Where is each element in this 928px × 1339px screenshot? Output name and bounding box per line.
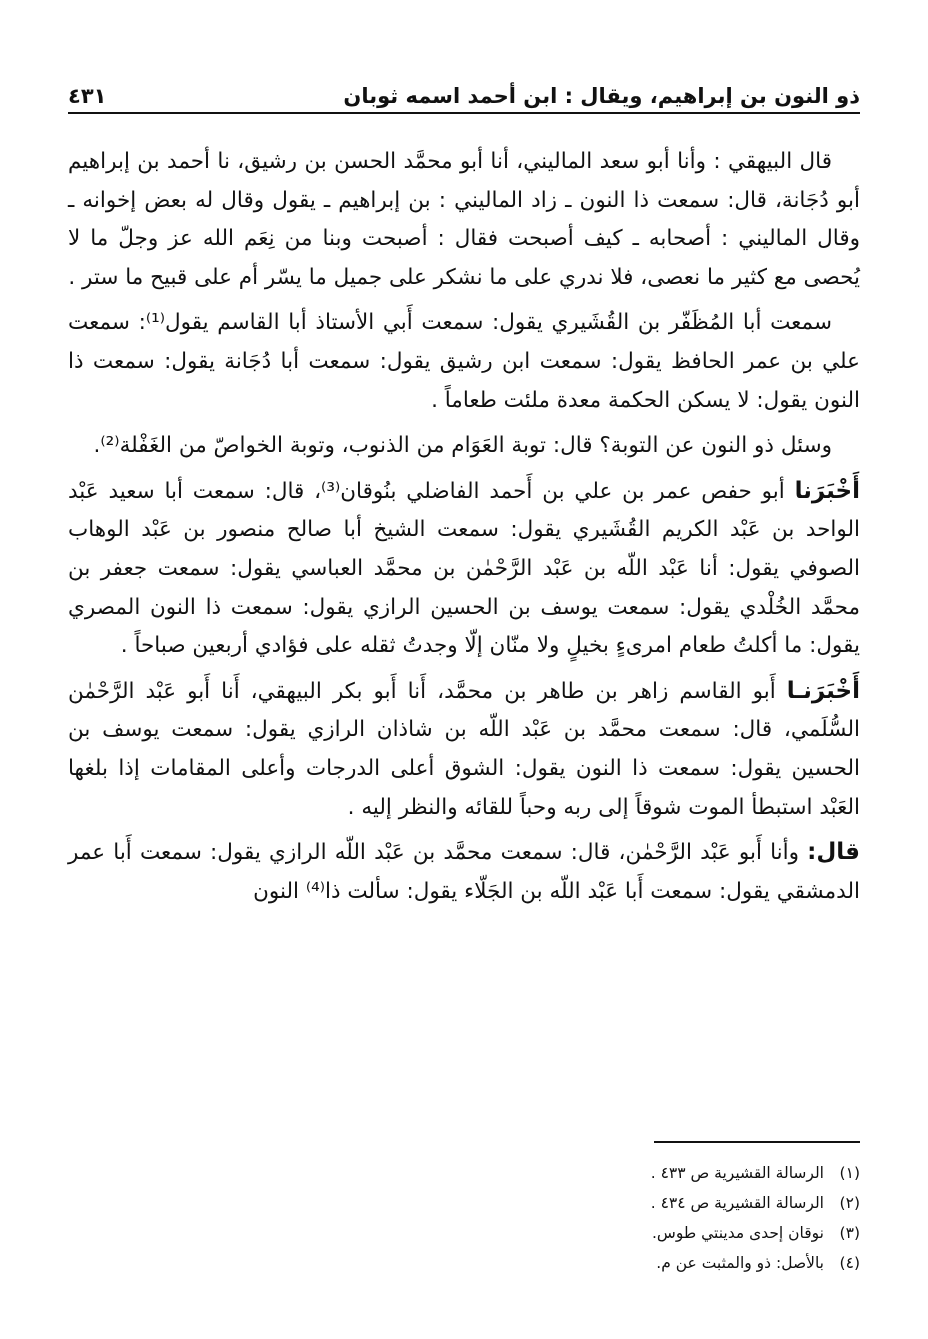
paragraph-text: وأنا أَبو عَبْد الرَّحْمٰن، قال: سمعت محمَّد بن عَبْد اللّه الرازي يقول: سمعت أَبا عمر الدمشقي يقول: سمعت أَبا عَبْد اللّه بن الجَلّاء يقول: سألت ذا⁽⁴⁾ النون <box>68 840 860 904</box>
footnote-number: (٤) <box>839 1254 860 1272</box>
paragraph-3 <box>68 426 860 466</box>
footnote-number: (٣) <box>839 1224 860 1242</box>
paragraph-6 <box>68 833 860 911</box>
footnote <box>300 1188 860 1218</box>
paragraph-2 <box>68 303 860 420</box>
footnote <box>300 1158 860 1188</box>
page-header <box>68 70 860 114</box>
paragraph-5 <box>68 672 860 827</box>
footnote-number: (١) <box>839 1164 860 1182</box>
footnotes <box>300 1158 860 1278</box>
paragraph-text: أَبو القاسم زاهر بن طاهر بن محمَّد، أَنا أَبو بكر البيهقي، أَنا أَبو عَبْد الرَّحْمٰن السُّلَمي، قال: سمعت محمَّد بن عَبْد اللّه بن شاذان الرازي يقول: سمعت يوسف بن الحسين يقول: سمعت ذا النون يقول: الشوق أعلى الدرجات وأعلى المقامات إذا بلغها العَبْد استبطأ الموت شوقاً إلى ربه وحباً للقائه والنظر إليه . <box>68 678 860 820</box>
footnote-number: (٢) <box>839 1194 860 1212</box>
footnote-separator <box>654 1141 860 1143</box>
footnote-text: نوقان إحدى مدينتي طوس. <box>652 1224 824 1242</box>
paragraph-lead: أَخْبَرَنـا <box>786 677 860 704</box>
footnote-text: الرسالة القشيرية ص ٤٣٤ . <box>650 1194 824 1212</box>
running-title: ذو النون بن إبراهيم، ويقال : ابن أحمد اسمه ثوبان <box>343 84 860 108</box>
paragraph-text: قال البيهقي : وأنا أبو سعد الماليني، أنا أبو محمَّد الحسن بن رشيق، نا أحمد بن إبراهيم أبو دُجَانة، قال: سمعت ذا النون ـ زاد الماليني : بن إبراهيم ـ يقول وقال له بعض إخوانه ـ وقال الماليني : أصحابه ـ كيف أصبحت فقال : أصبحت وبنا من نِعَم الله عز وجلّ ما لا يُحصى مع كثير ما نعصى، فلا ندري على ما نشكر على جميل ما يسّر أم على قبيح ما ستر . <box>68 149 860 290</box>
paragraph-4 <box>68 472 860 666</box>
paragraph-text: أبو حفص عمر بن علي بن أَحمد الفاضلي بنُوقان⁽³⁾، قال: سمعت أبا سعيد عَبْد الواحد بن عَبْد الكريم القُشَيري يقول: سمعت الشيخ أبا صالح منصور بن عَبْد الوهاب الصوفي يقول: أنا عَبْد اللّه بن عَبْد الرَّحْمٰن بن محمَّد العباسي يقول: سمعت جعفر بن محمَّد الخُلْدي يقول: سمعت يوسف بن الحسين الرازي يقول: سمعت ذا النون المصري يقول: ما أكلتُ طعام امرىءٍ بخيلٍ ولا منّان إلّا وجدتُ ثقله على فؤادي أربعين صباحاً . <box>68 478 860 659</box>
page-number: ٤٣١ <box>68 84 107 108</box>
paragraph-lead: أَخْبَرَنا <box>794 477 860 504</box>
footnote <box>300 1248 860 1278</box>
main-text <box>68 142 860 917</box>
paragraph-1 <box>68 142 860 297</box>
footnote-text: الرسالة القشيرية ص ٤٣٣ . <box>650 1164 824 1182</box>
footnote-text: بالأصل: ذو والمثبت عن م. <box>656 1254 824 1272</box>
paragraph-text: وسئل ذو النون عن التوبة؟ قال: توبة العَوَام من الذنوب، وتوبة الخواصّ من الغَفْلة⁽²⁾. <box>93 433 832 459</box>
footnote <box>300 1218 860 1248</box>
paragraph-text: سمعت أبا المُظَفّر بن القُشَيري يقول: سمعت أَبي الأستاذ أبا القاسم يقول⁽¹⁾: سمعت علي بن عمر الحافظ يقول: سمعت ابن رشيق يقول: سمعت أبا دُجَانة يقول: سمعت ذا النون يقول: لا يسكن الحكمة معدة ملئت طعاماً . <box>68 310 860 413</box>
paragraph-lead: قال: <box>807 839 860 866</box>
